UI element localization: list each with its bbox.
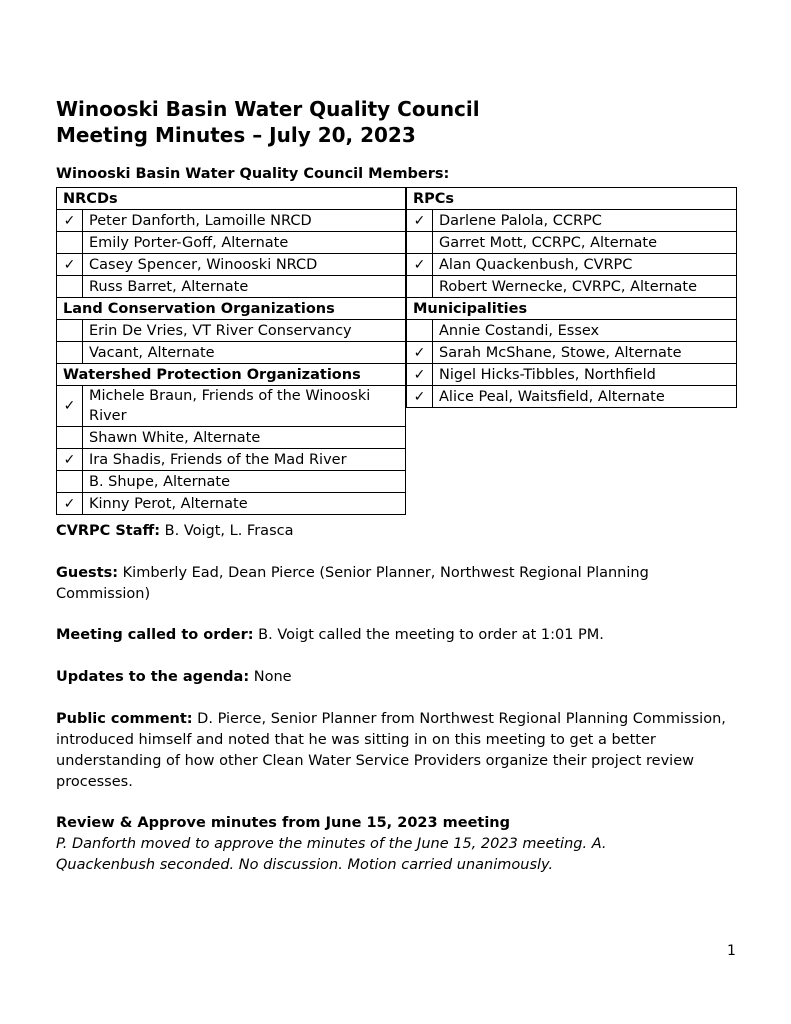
attendance-check-icon (57, 342, 83, 364)
member-row (57, 386, 406, 427)
member-row (57, 320, 406, 342)
member-row (57, 254, 406, 276)
attendance-check-icon: ✓ (57, 386, 83, 427)
member-name: Alice Peal, Waitsfield, Alternate (433, 386, 737, 408)
group-header-row (407, 188, 737, 210)
member-row (407, 254, 737, 276)
minutes-review-text: P. Danforth moved to approve the minutes of the June 15, 2023 meeting. A. Quackenbush seconded. No discussion. Motion carried unanimously. (56, 836, 607, 873)
member-name: Sarah McShane, Stowe, Alternate (433, 342, 737, 364)
page-number: 1 (727, 943, 736, 959)
public-comment-paragraph (56, 709, 746, 793)
member-row (57, 471, 406, 493)
group-header-row (57, 364, 406, 386)
members-heading: Winooski Basin Water Quality Council Members: (56, 166, 450, 182)
member-row (407, 210, 737, 232)
agenda-paragraph (56, 667, 746, 688)
members-table-left (56, 187, 406, 515)
member-name: B. Shupe, Alternate (83, 471, 406, 493)
member-row (57, 210, 406, 232)
minutes-review-heading: Review & Approve minutes from June 15, 2023 meeting (56, 815, 511, 831)
staff-label: CVRPC Staff: (56, 523, 161, 539)
attendance-check-icon (57, 276, 83, 298)
attendance-check-icon: ✓ (407, 342, 433, 364)
member-row (57, 427, 406, 449)
attendance-check-icon (57, 427, 83, 449)
attendance-check-icon: ✓ (57, 254, 83, 276)
member-name: Erin De Vries, VT River Conservancy (83, 320, 406, 342)
member-row (407, 386, 737, 408)
member-name: Casey Spencer, Winooski NRCD (83, 254, 406, 276)
call-to-order-text: B. Voigt called the meeting to order at 1:01 PM. (253, 627, 604, 643)
attendance-check-icon (57, 471, 83, 493)
group-header-row (57, 188, 406, 210)
group-header: Municipalities (407, 298, 737, 320)
attendance-check-icon: ✓ (57, 210, 83, 232)
attendance-check-icon (57, 320, 83, 342)
member-name: Annie Costandi, Essex (433, 320, 737, 342)
title-line-2: Meeting Minutes – July 20, 2023 (56, 123, 416, 147)
attendance-check-icon (407, 320, 433, 342)
member-name: Emily Porter-Goff, Alternate (83, 232, 406, 254)
member-row (407, 342, 737, 364)
member-name: Russ Barret, Alternate (83, 276, 406, 298)
group-header: RPCs (407, 188, 737, 210)
group-header: Watershed Protection Organizations (57, 364, 406, 386)
public-comment-text: D. Pierce, Senior Planner from Northwest Regional Planning Commission, introduced himself and noted that he was sitting in on this meeting to get a better understanding of how other Clean Water Service Providers organize their project review processes. (56, 711, 726, 790)
guests-paragraph (56, 563, 716, 605)
attendance-check-icon (407, 276, 433, 298)
member-row (57, 276, 406, 298)
guests-text: Kimberly Ead, Dean Pierce (Senior Planner, Northwest Regional Planning Commission) (56, 565, 649, 602)
staff-text: B. Voigt, L. Frasca (160, 523, 294, 539)
member-row (57, 342, 406, 364)
attendance-check-icon: ✓ (407, 210, 433, 232)
member-name: Vacant, Alternate (83, 342, 406, 364)
call-to-order-label: Meeting called to order: (56, 627, 254, 643)
attendance-check-icon: ✓ (57, 449, 83, 471)
member-row (407, 320, 737, 342)
title-line-1: Winooski Basin Water Quality Council (56, 97, 480, 121)
member-name: Alan Quackenbush, CVRPC (433, 254, 737, 276)
attendance-check-icon: ✓ (407, 364, 433, 386)
agenda-label: Updates to the agenda: (56, 669, 250, 685)
member-name: Darlene Palola, CCRPC (433, 210, 737, 232)
member-row (57, 232, 406, 254)
group-header: NRCDs (57, 188, 406, 210)
group-header: Land Conservation Organizations (57, 298, 406, 320)
agenda-text: None (249, 669, 292, 685)
member-row (407, 232, 737, 254)
member-name: Robert Wernecke, CVRPC, Alternate (433, 276, 737, 298)
public-comment-label: Public comment: (56, 711, 193, 727)
document-title (56, 96, 480, 148)
attendance-check-icon: ✓ (407, 254, 433, 276)
group-header-row (57, 298, 406, 320)
attendance-check-icon (57, 232, 83, 254)
member-name: Nigel Hicks-Tibbles, Northfield (433, 364, 737, 386)
member-name: Kinny Perot, Alternate (83, 493, 406, 515)
attendance-check-icon: ✓ (407, 386, 433, 408)
member-name: Peter Danforth, Lamoille NRCD (83, 210, 406, 232)
call-to-order-paragraph (56, 625, 746, 646)
member-name: Garret Mott, CCRPC, Alternate (433, 232, 737, 254)
member-name: Michele Braun, Friends of the Winooski River (83, 386, 406, 427)
member-row (57, 449, 406, 471)
attendance-check-icon (407, 232, 433, 254)
member-row (407, 276, 737, 298)
member-row (407, 364, 737, 386)
guests-label: Guests: (56, 565, 119, 581)
members-table-right (406, 187, 737, 408)
staff-paragraph (56, 521, 746, 542)
attendance-check-icon: ✓ (57, 493, 83, 515)
member-name: Shawn White, Alternate (83, 427, 406, 449)
group-header-row (407, 298, 737, 320)
member-row (57, 493, 406, 515)
member-name: Ira Shadis, Friends of the Mad River (83, 449, 406, 471)
